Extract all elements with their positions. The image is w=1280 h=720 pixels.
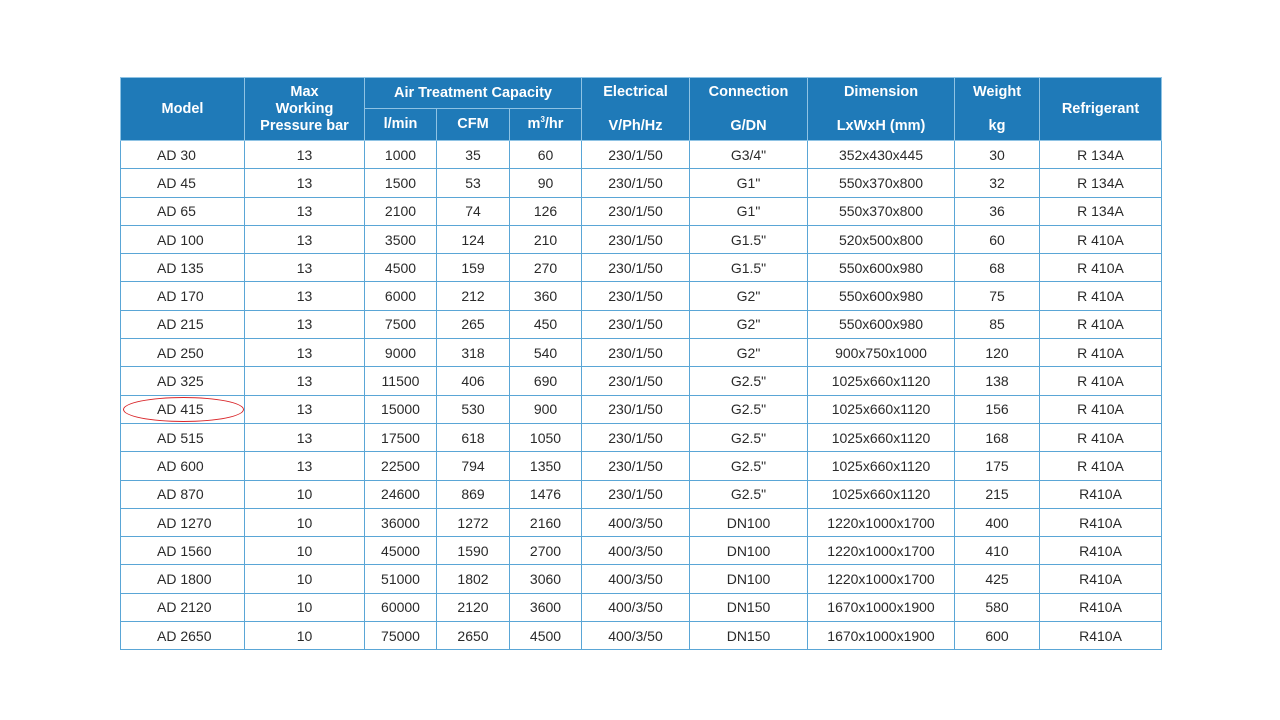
cell-model: AD 515	[121, 423, 245, 451]
cell-electrical: 230/1/50	[582, 282, 690, 310]
cell-connection: DN150	[690, 593, 808, 621]
cell-max-pressure: 10	[245, 537, 365, 565]
cell-connection: DN150	[690, 622, 808, 650]
cell-lmin: 60000	[365, 593, 437, 621]
cell-model: AD 135	[121, 254, 245, 282]
cell-weight: 425	[955, 565, 1040, 593]
cell-electrical: 230/1/50	[582, 141, 690, 169]
cell-electrical: 230/1/50	[582, 395, 690, 423]
cell-cfm: 1590	[437, 537, 510, 565]
cell-refrigerant: R 410A	[1040, 225, 1162, 253]
table-row	[121, 310, 1162, 338]
cell-refrigerant: R 410A	[1040, 310, 1162, 338]
cell-electrical: 230/1/50	[582, 169, 690, 197]
cell-refrigerant: R410A	[1040, 593, 1162, 621]
col-header-connection	[690, 78, 808, 141]
dimension-line-1: Dimension	[843, 83, 919, 100]
electrical-line-1: Electrical	[603, 83, 668, 100]
cell-dimension: 900x750x1000	[808, 339, 955, 367]
cell-refrigerant: R 410A	[1040, 254, 1162, 282]
col-header-electrical	[582, 78, 690, 141]
cell-refrigerant: R 410A	[1040, 452, 1162, 480]
cell-weight: 85	[955, 310, 1040, 338]
cell-connection: G2"	[690, 310, 808, 338]
cell-m3hr: 3600	[510, 593, 582, 621]
cell-cfm: 265	[437, 310, 510, 338]
col-header-max-pressure	[245, 78, 365, 141]
cell-weight: 75	[955, 282, 1040, 310]
cell-max-pressure: 10	[245, 593, 365, 621]
cell-refrigerant: R410A	[1040, 537, 1162, 565]
cell-m3hr: 1050	[510, 423, 582, 451]
spec-table	[120, 77, 1162, 650]
cell-max-pressure: 13	[245, 225, 365, 253]
cell-weight: 156	[955, 395, 1040, 423]
cell-connection: G2.5"	[690, 452, 808, 480]
cell-lmin: 7500	[365, 310, 437, 338]
cell-model: AD 100	[121, 225, 245, 253]
cell-refrigerant: R 134A	[1040, 141, 1162, 169]
cell-lmin: 45000	[365, 537, 437, 565]
cell-electrical: 230/1/50	[582, 423, 690, 451]
cell-max-pressure: 13	[245, 452, 365, 480]
table-row	[121, 537, 1162, 565]
cell-cfm: 35	[437, 141, 510, 169]
cell-lmin: 3500	[365, 225, 437, 253]
cell-max-pressure: 13	[245, 423, 365, 451]
cell-dimension: 1670x1000x1900	[808, 593, 955, 621]
cell-electrical: 400/3/50	[582, 537, 690, 565]
cell-refrigerant: R410A	[1040, 508, 1162, 536]
cell-dimension: 550x370x800	[808, 197, 955, 225]
cell-weight: 580	[955, 593, 1040, 621]
cell-model: AD 65	[121, 197, 245, 225]
cell-dimension: 1025x660x1120	[808, 423, 955, 451]
cell-weight: 175	[955, 452, 1040, 480]
cell-m3hr: 2160	[510, 508, 582, 536]
cell-electrical: 400/3/50	[582, 593, 690, 621]
cell-weight: 168	[955, 423, 1040, 451]
col-header-cfm: CFM	[437, 109, 510, 141]
dimension-line-2: LxWxH (mm)	[836, 117, 926, 134]
cell-connection: G2"	[690, 282, 808, 310]
cell-m3hr: 90	[510, 169, 582, 197]
cell-lmin: 17500	[365, 423, 437, 451]
cell-cfm: 159	[437, 254, 510, 282]
cell-weight: 30	[955, 141, 1040, 169]
cell-refrigerant: R 134A	[1040, 197, 1162, 225]
cell-model: AD 250	[121, 339, 245, 367]
cell-lmin: 24600	[365, 480, 437, 508]
cell-lmin: 6000	[365, 282, 437, 310]
cell-cfm: 530	[437, 395, 510, 423]
cell-m3hr: 60	[510, 141, 582, 169]
cell-connection: G2.5"	[690, 423, 808, 451]
max-pressure-line-3: Pressure bar	[260, 117, 349, 134]
table-row	[121, 565, 1162, 593]
cell-model: AD 2650	[121, 622, 245, 650]
max-pressure-line-2: Working	[275, 100, 334, 117]
col-header-lmin: l/min	[365, 109, 437, 141]
cell-model: AD 45	[121, 169, 245, 197]
cell-cfm: 53	[437, 169, 510, 197]
cell-refrigerant: R 410A	[1040, 395, 1162, 423]
col-header-weight	[955, 78, 1040, 141]
cell-lmin: 36000	[365, 508, 437, 536]
cell-cfm: 318	[437, 339, 510, 367]
table-row	[121, 367, 1162, 395]
cell-connection: G2.5"	[690, 367, 808, 395]
cell-max-pressure: 13	[245, 339, 365, 367]
cell-m3hr: 1350	[510, 452, 582, 480]
cell-connection: G3/4"	[690, 141, 808, 169]
m3hr-sup: 3	[540, 115, 545, 125]
cell-max-pressure: 10	[245, 622, 365, 650]
cell-refrigerant: R 134A	[1040, 169, 1162, 197]
table-row	[121, 254, 1162, 282]
cell-cfm: 2650	[437, 622, 510, 650]
cell-connection: G1"	[690, 169, 808, 197]
cell-max-pressure: 13	[245, 141, 365, 169]
cell-connection: G1.5"	[690, 254, 808, 282]
cell-dimension: 550x600x980	[808, 310, 955, 338]
cell-electrical: 230/1/50	[582, 254, 690, 282]
cell-m3hr: 450	[510, 310, 582, 338]
cell-electrical: 230/1/50	[582, 480, 690, 508]
cell-dimension: 1025x660x1120	[808, 480, 955, 508]
cell-model: AD 415	[121, 395, 245, 423]
m3hr-tail: /hr	[544, 116, 564, 132]
cell-connection: G2.5"	[690, 395, 808, 423]
cell-cfm: 406	[437, 367, 510, 395]
cell-lmin: 4500	[365, 254, 437, 282]
cell-dimension: 1025x660x1120	[808, 367, 955, 395]
cell-dimension: 550x370x800	[808, 169, 955, 197]
cell-electrical: 230/1/50	[582, 225, 690, 253]
cell-max-pressure: 10	[245, 565, 365, 593]
cell-dimension: 1220x1000x1700	[808, 508, 955, 536]
cell-dimension: 1670x1000x1900	[808, 622, 955, 650]
cell-electrical: 230/1/50	[582, 310, 690, 338]
table-row	[121, 452, 1162, 480]
cell-connection: DN100	[690, 537, 808, 565]
table-row	[121, 282, 1162, 310]
cell-dimension: 1025x660x1120	[808, 452, 955, 480]
cell-m3hr: 270	[510, 254, 582, 282]
col-header-dimension	[808, 78, 955, 141]
cell-dimension: 550x600x980	[808, 254, 955, 282]
cell-model: AD 1560	[121, 537, 245, 565]
col-header-model: Model	[121, 78, 245, 141]
cell-model: AD 1270	[121, 508, 245, 536]
cell-model: AD 215	[121, 310, 245, 338]
cell-electrical: 400/3/50	[582, 508, 690, 536]
cell-max-pressure: 13	[245, 197, 365, 225]
cell-electrical: 230/1/50	[582, 197, 690, 225]
table-row	[121, 225, 1162, 253]
cell-max-pressure: 13	[245, 254, 365, 282]
cell-weight: 410	[955, 537, 1040, 565]
electrical-line-2: V/Ph/Hz	[608, 117, 663, 134]
cell-cfm: 869	[437, 480, 510, 508]
cell-model: AD 2120	[121, 593, 245, 621]
table-row	[121, 197, 1162, 225]
cell-max-pressure: 10	[245, 480, 365, 508]
connection-line-2: G/DN	[730, 117, 767, 134]
cell-dimension: 1220x1000x1700	[808, 565, 955, 593]
cell-weight: 400	[955, 508, 1040, 536]
cell-weight: 68	[955, 254, 1040, 282]
cell-model: AD 600	[121, 452, 245, 480]
max-pressure-line-1: Max	[290, 83, 319, 100]
cell-max-pressure: 13	[245, 367, 365, 395]
cell-cfm: 1802	[437, 565, 510, 593]
table-row	[121, 622, 1162, 650]
connection-line-1: Connection	[708, 83, 789, 100]
cell-electrical: 400/3/50	[582, 622, 690, 650]
table-row	[121, 141, 1162, 169]
cell-cfm: 2120	[437, 593, 510, 621]
table-row	[121, 508, 1162, 536]
cell-weight: 36	[955, 197, 1040, 225]
cell-connection: G1.5"	[690, 225, 808, 253]
col-header-refrigerant: Refrigerant	[1040, 78, 1162, 141]
table-row	[121, 395, 1162, 423]
table-row	[121, 423, 1162, 451]
cell-m3hr: 2700	[510, 537, 582, 565]
weight-line-1: Weight	[972, 83, 1022, 100]
cell-m3hr: 900	[510, 395, 582, 423]
cell-max-pressure: 13	[245, 282, 365, 310]
cell-refrigerant: R410A	[1040, 622, 1162, 650]
cell-cfm: 74	[437, 197, 510, 225]
cell-connection: DN100	[690, 565, 808, 593]
cell-lmin: 75000	[365, 622, 437, 650]
cell-lmin: 9000	[365, 339, 437, 367]
cell-lmin: 1500	[365, 169, 437, 197]
cell-refrigerant: R410A	[1040, 480, 1162, 508]
cell-weight: 120	[955, 339, 1040, 367]
cell-cfm: 618	[437, 423, 510, 451]
cell-cfm: 212	[437, 282, 510, 310]
cell-refrigerant: R 410A	[1040, 423, 1162, 451]
cell-dimension: 1220x1000x1700	[808, 537, 955, 565]
cell-refrigerant: R 410A	[1040, 339, 1162, 367]
cell-m3hr: 690	[510, 367, 582, 395]
cell-m3hr: 4500	[510, 622, 582, 650]
cell-weight: 60	[955, 225, 1040, 253]
table-row	[121, 593, 1162, 621]
cell-model: AD 30	[121, 141, 245, 169]
cell-weight: 32	[955, 169, 1040, 197]
m3hr-base: m	[527, 116, 541, 132]
cell-lmin: 11500	[365, 367, 437, 395]
cell-m3hr: 360	[510, 282, 582, 310]
cell-lmin: 51000	[365, 565, 437, 593]
cell-connection: G2.5"	[690, 480, 808, 508]
cell-refrigerant: R 410A	[1040, 282, 1162, 310]
col-header-m3hr	[510, 109, 582, 141]
cell-electrical: 230/1/50	[582, 452, 690, 480]
cell-m3hr: 540	[510, 339, 582, 367]
cell-m3hr: 210	[510, 225, 582, 253]
table-header	[121, 78, 1162, 141]
cell-electrical: 230/1/50	[582, 367, 690, 395]
cell-model: AD 870	[121, 480, 245, 508]
cell-connection: G2"	[690, 339, 808, 367]
cell-model: AD 1800	[121, 565, 245, 593]
cell-model: AD 170	[121, 282, 245, 310]
cell-max-pressure: 10	[245, 508, 365, 536]
cell-connection: G1"	[690, 197, 808, 225]
cell-lmin: 2100	[365, 197, 437, 225]
cell-connection: DN100	[690, 508, 808, 536]
cell-electrical: 230/1/50	[582, 339, 690, 367]
cell-refrigerant: R 410A	[1040, 367, 1162, 395]
cell-lmin: 15000	[365, 395, 437, 423]
cell-dimension: 1025x660x1120	[808, 395, 955, 423]
table-body	[121, 141, 1162, 650]
cell-dimension: 550x600x980	[808, 282, 955, 310]
cell-m3hr: 126	[510, 197, 582, 225]
table-row	[121, 169, 1162, 197]
cell-dimension: 520x500x800	[808, 225, 955, 253]
cell-dimension: 352x430x445	[808, 141, 955, 169]
cell-cfm: 794	[437, 452, 510, 480]
cell-weight: 215	[955, 480, 1040, 508]
cell-weight: 138	[955, 367, 1040, 395]
cell-cfm: 1272	[437, 508, 510, 536]
cell-max-pressure: 13	[245, 395, 365, 423]
table-row	[121, 339, 1162, 367]
cell-lmin: 1000	[365, 141, 437, 169]
cell-lmin: 22500	[365, 452, 437, 480]
cell-weight: 600	[955, 622, 1040, 650]
cell-max-pressure: 13	[245, 169, 365, 197]
col-header-air-treatment: Air Treatment Capacity	[365, 78, 582, 109]
cell-m3hr: 1476	[510, 480, 582, 508]
cell-cfm: 124	[437, 225, 510, 253]
cell-refrigerant: R410A	[1040, 565, 1162, 593]
table-row	[121, 480, 1162, 508]
cell-m3hr: 3060	[510, 565, 582, 593]
cell-max-pressure: 13	[245, 310, 365, 338]
cell-electrical: 400/3/50	[582, 565, 690, 593]
cell-model: AD 325	[121, 367, 245, 395]
weight-line-2: kg	[988, 117, 1006, 134]
